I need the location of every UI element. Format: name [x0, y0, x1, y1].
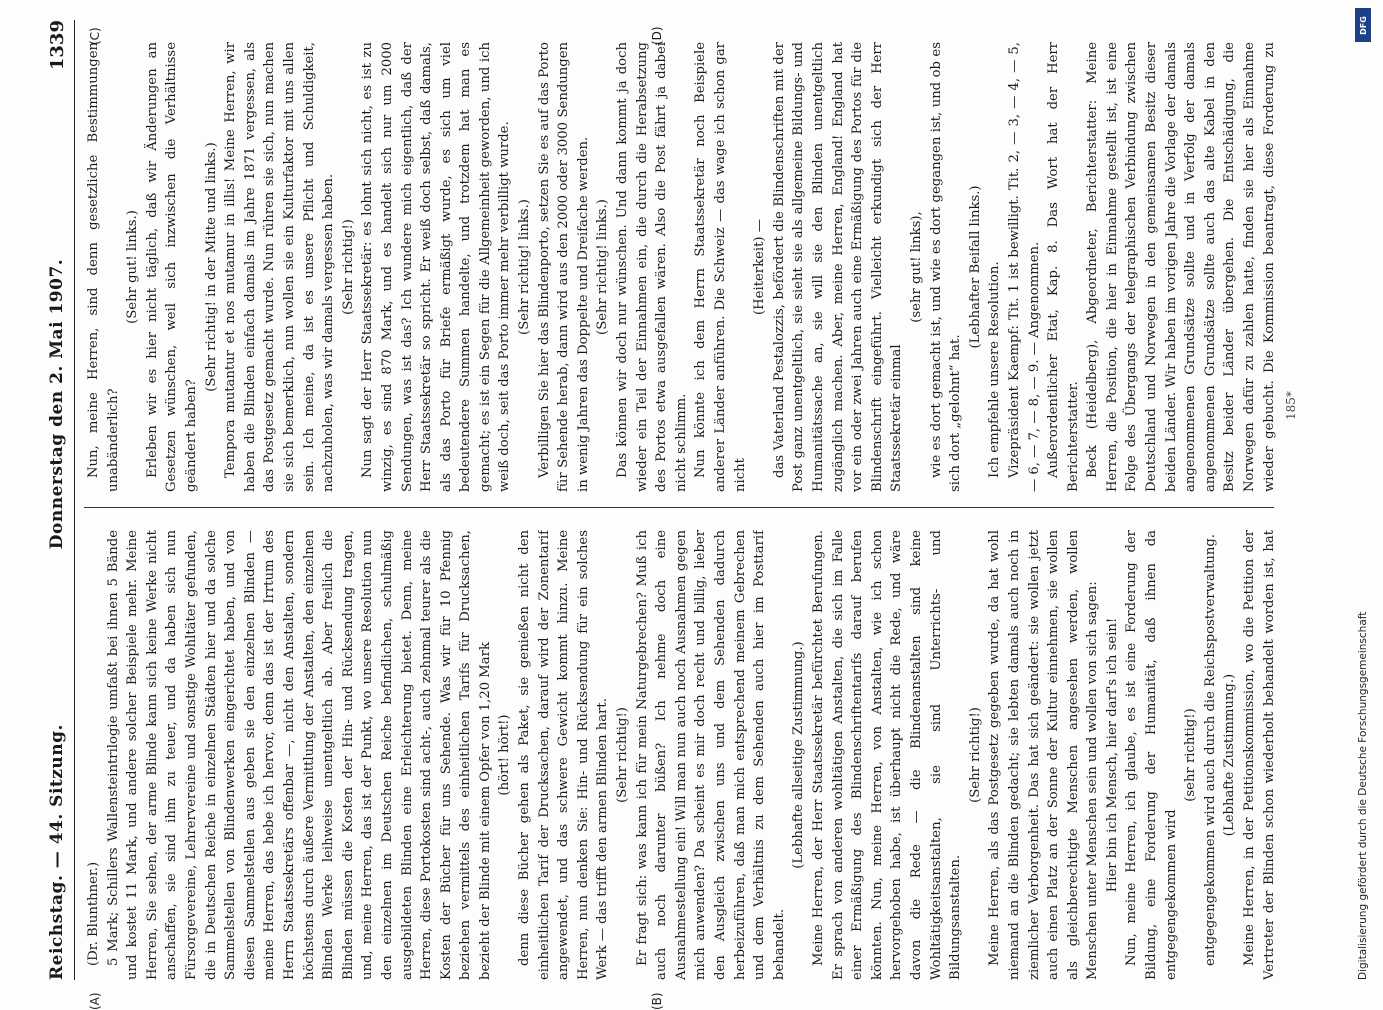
paragraph: das Vaterland Pestalozzis, befördert die Blindenschriften mit der Post ganz unentgeltlich, sie sieht sie als allgemeine Bildungs- und Humanitätssache an, sie will sie den Blinden unentgeltlich zugänglich machen. Aber, meine Herren, England! England hat vor ein oder zwei Jahren auch eine Ermäßigung des Portos für die Blindenschrift eingeführt. Vielleicht erkundigt sich der Herr Staatssekretär einmal: [771, 42, 905, 492]
interjection: (Lebhafte Zustimmung.): [1222, 673, 1238, 837]
column-divider: [84, 507, 1274, 508]
paragraph: Meine Herren, der Herr Staatssekretär befürchtet Berufungen. Er sprach von anderen wohltätigen Anstalten, die sich im Falle einer Ermäßigung des Blindenschriftentarifs darauf berufen könnten. Nun, meine Herren, von Anstalten, wie ich schon hervorgehoben habe, ist überhaupt nicht die Rede, und wäre davon die Rede — die Blindenanstalten sind keine Wohltätigkeitsanstalten, sie sind Unterrichts- und Bildungsanstalten.: [810, 530, 964, 980]
margin-marker-b: (B): [650, 992, 664, 1010]
left-column: [84, 530, 1280, 980]
header-date: Donnerstag den 2. Mai 1907.: [47, 258, 67, 550]
paragraph: Meine Herren, in der Petitionskommission, wo die Petition der Vertreter der Blinden schon wiederholt behandelt worden ist, hat: [1242, 530, 1277, 980]
paragraph: Er fragt sich: was kann ich für mein Naturgebrechen? Muß ich auch noch darunter büßen? Ich nehme doch eine Ausnahmestellung ein! Will man nun auch noch Ausnahmen gegen mich anwenden? Da scheint es mir doch recht und billig, lieber den Ausgleich zwischen uns und dem Sehenden dadurch herbeizuführen, daß man mich entsprechend meinem Gebrechen und dem Verhältnis zu dem Sehenden auch hier im Posttarif behandelt.: [634, 530, 787, 980]
page-header: [40, 20, 75, 980]
paragraph: Beck (Heidelberg), Abgeordneter, Berichterstatter: Meine Herren, die Position, die hier in Einnahme gestellt ist, ist eine Folge des Übergangs der telegraphischen Verbindung zwischen Deutschland und Norwegen in den gemeinsamen Besitz dieser beiden Länder. Wir haben im vorigen Jahre die Vorlage der damals angenommenen Grundsätze sollte und in Verfolg der damals angenommenen Grundsätze sollte auch das alte Kabel in den Besitz beider Länder übergehen. Die Entschädigung, die Norwegen dafür zu zahlen hatte, finden sie hier als Einnahme wieder gebucht. Die Kommission beantragt, diese Forderung zu: [1085, 42, 1277, 492]
interjection: (Sehr richtig! in der Mitte und links.): [203, 142, 219, 392]
interjection: (Sehr richtig!): [615, 707, 631, 803]
rotated-page: [40, 20, 1340, 1010]
header-session: Reichstag. — 44. Sitzung.: [47, 724, 67, 980]
interjection: (Sehr richtig!): [967, 707, 983, 803]
paragraph: entgegengekommen wird auch durch die Reichspostverwaltung.: [1202, 534, 1218, 966]
paragraph: Meine Herren, als das Postgesetz gegeben wurde, da hat wohl niemand an die Blinden gedacht; sie lebten damals auch noch in ziemlicher Verborgenheit. Das hat sich geändert: sie wollen jetzt auch einen Platz an der Sonne der Kultur einnehmen, sie wollen als gleichberechtigte Menschen angesehen werden, wollen Menschen unter Menschen sein und wollen von sich sagen:: [987, 530, 1101, 980]
paragraph: Vizepräsident Kaempf: Tit. 1 ist bewilligt. Tit. 2, — 3, — 4, — 5, — 6, — 7, — 8, — 9. — Angenommen.: [1006, 42, 1042, 492]
interjection: Hier bin ich Mensch, hier darf's ich sein!: [1104, 617, 1120, 893]
paragraph: Tempora mutantur et nos mutamur in illis! Meine Herren, wir haben die Blinden einfach damals im Jahre 1871 vergessen, als das Postgesetz gemacht wurde. Nun rühren sie sich, nun machen sie sich bemerklich, nun wollen sie ein Kulturfaktor mit uns allen sein. Ich meine, da ist es unsere Pflicht und Schuldigkeit, nachzuholen, was wir damals vergessen haben.: [223, 42, 337, 492]
interjection: (Sehr richtig! links.): [517, 199, 533, 335]
interjection: (Lebhafte allseitige Zustimmung.): [791, 641, 807, 869]
digitization-credit: [1350, 20, 1376, 980]
interjection: (hört! hört!): [497, 714, 513, 796]
paragraph: Ich empfehle unsere Resolution.: [987, 261, 1003, 478]
interjection: (sehr richtig!): [1183, 708, 1199, 802]
interjection: (Sehr richtig!): [340, 219, 356, 315]
paragraph: (Dr. Blunthner.): [86, 861, 101, 966]
paragraph: Nun, meine Herren, sind denn gesetzliche Bestimmungen unabänderlich?: [86, 42, 121, 492]
dfg-logo: DFG: [1355, 8, 1371, 42]
interjection: (Sehr gut! links.): [125, 210, 141, 324]
paragraph: Außerordentlicher Etat, Kap. 8. Das Wort hat der Herr Berichterstatter.: [1046, 42, 1081, 492]
paragraph: Erleben wir es hier nicht täglich, daß wir Änderungen an Gesetzen wünschen, weil sich inzwischen die Verhältnisse geändert haben?: [144, 42, 199, 492]
margin-marker-a: (A): [88, 992, 102, 1010]
paragraph: 5 Mark; Schillers Wallensteintrilogie umfaßt bei ihnen 5 Bände und kostet 11 Mark, und andere solcher Beispiele mehr. Meine Herren, Sie sehen, der arme Blinde kann sich keine Werke nicht anschaffen, sie sind ihm zu teuer, und da haben sich nun Fürsorgevereine, Lehrervereine und sonstige Wohltäter gefunden, die in Deutschen Reiche in einzelnen Städten hier und da solche Sammelstellen von Blindenwerken eingerichtet haben, und von diesen Sammelstellen aus geben sie den einzelnen Blinden — meine Herren, das hebe ich hervor, denn das ist der Irrtum des Herrn Staatssekretärs offenbar —, nicht den Anstalten, sondern höchstens durch äußere Vermittlung der Anstalten, den einzelnen Blinden Werke leihweise unentgeltlich ab. Aber freilich die Blinden müssen die Kosten der Hin- und Rücksendung tragen, und, meine Herren, das ist der Punkt, wo unsere Resolution nun den einzelnen im Deutschen Reiche befindlichen, schulmäßig ausgebildeten Blinden eine Erleichterung bietet. Denn, meine Herren, diese Portokosten sind acht-, auch zehnmal teurer als die Kosten der Bücher für uns Sehende. Was wir für 10 Pfennig beziehen vermittels des einheitlichen Tarifs für Drucksachen, bezieht der Blinde mit einem Opfer von 1,20 Mark: [105, 530, 493, 980]
credit-text: Digitalisierung gefördert durch die Deutsche Forschungsgemeinschaft: [1357, 611, 1369, 980]
interjection: (Lebhafter Beifall links.): [967, 185, 983, 349]
signature-mark: 185*: [1284, 391, 1298, 420]
interjection: (Sehr richtig! links.): [595, 199, 611, 335]
paragraph: Verbilligen Sie hier das Blindenporto, setzen Sie es auf das Porto für Sehende herab, dann wird aus den 2000 oder 3000 Sendungen in wenig Jahren das Doppelte und Dreifache werden.: [536, 42, 591, 492]
paragraph: Nun sagt der Herr Staatssekretär: es lohnt sich nicht, es ist zu winzig, es sind 870 Mark, und es handelt sich nur um 2000 Sendungen, was ist das? Ich wundere mich eigentlich, daß der Herr Staatssekretär so spricht. Er weiß doch selbst, daß damals, als das Porto für Briefe ermäßigt wurde, es sich um viel bedeutendere Summen handelte, und trotzdem hat man es gemacht; es ist ein Segen für die Allgemeinheit geworden, und ich weiß doch, seit das Porto immer mehr verbilligt wurde.: [360, 42, 513, 492]
margin-marker-c: (C): [88, 27, 102, 45]
page-number: 1339: [46, 20, 68, 71]
paragraph: Nun, meine Herren, ich glaube, es ist eine Forderung der Bildung, eine Forderung der Humanität, daß ihnen da entgegengekommen wird: [1124, 530, 1179, 980]
paragraph: denn diese Bücher gehen als Paket, sie genießen nicht den einheitlichen Tarif der Drucksachen, darauf wird der Zonentarif angewendet, und das schwere Gewicht kommt hinzu. Meine Herren, nun denken Sie: Hin- und Rücksendung für ein solches Werk — das trifft den armen Blinden hart.: [517, 530, 611, 980]
paragraph: Das können wir doch nur wünschen. Und dann kommt ja doch wieder ein Teil der Einnahmen ein, die durch die Herabsetzung des Portos etwa ausgefallen wären. Also die Post fährt ja dabei nicht schlimm.: [615, 42, 689, 492]
margin-marker-d: (D): [650, 26, 664, 45]
paragraph: wie es dort gemacht ist, und wie es dort gegangen ist, und ob es sich dort „gelohnt“ hat.: [928, 42, 964, 492]
paragraph: Nun könnte ich dem Herrn Staatssekretär noch Beispiele anderer Länder anführen. Die Schweiz — das wage ich schon gar nicht: [693, 42, 748, 492]
interjection: (sehr gut! links),: [908, 211, 924, 323]
interjection: (Heiterkeit) —: [752, 219, 768, 315]
right-column: [84, 42, 1280, 492]
